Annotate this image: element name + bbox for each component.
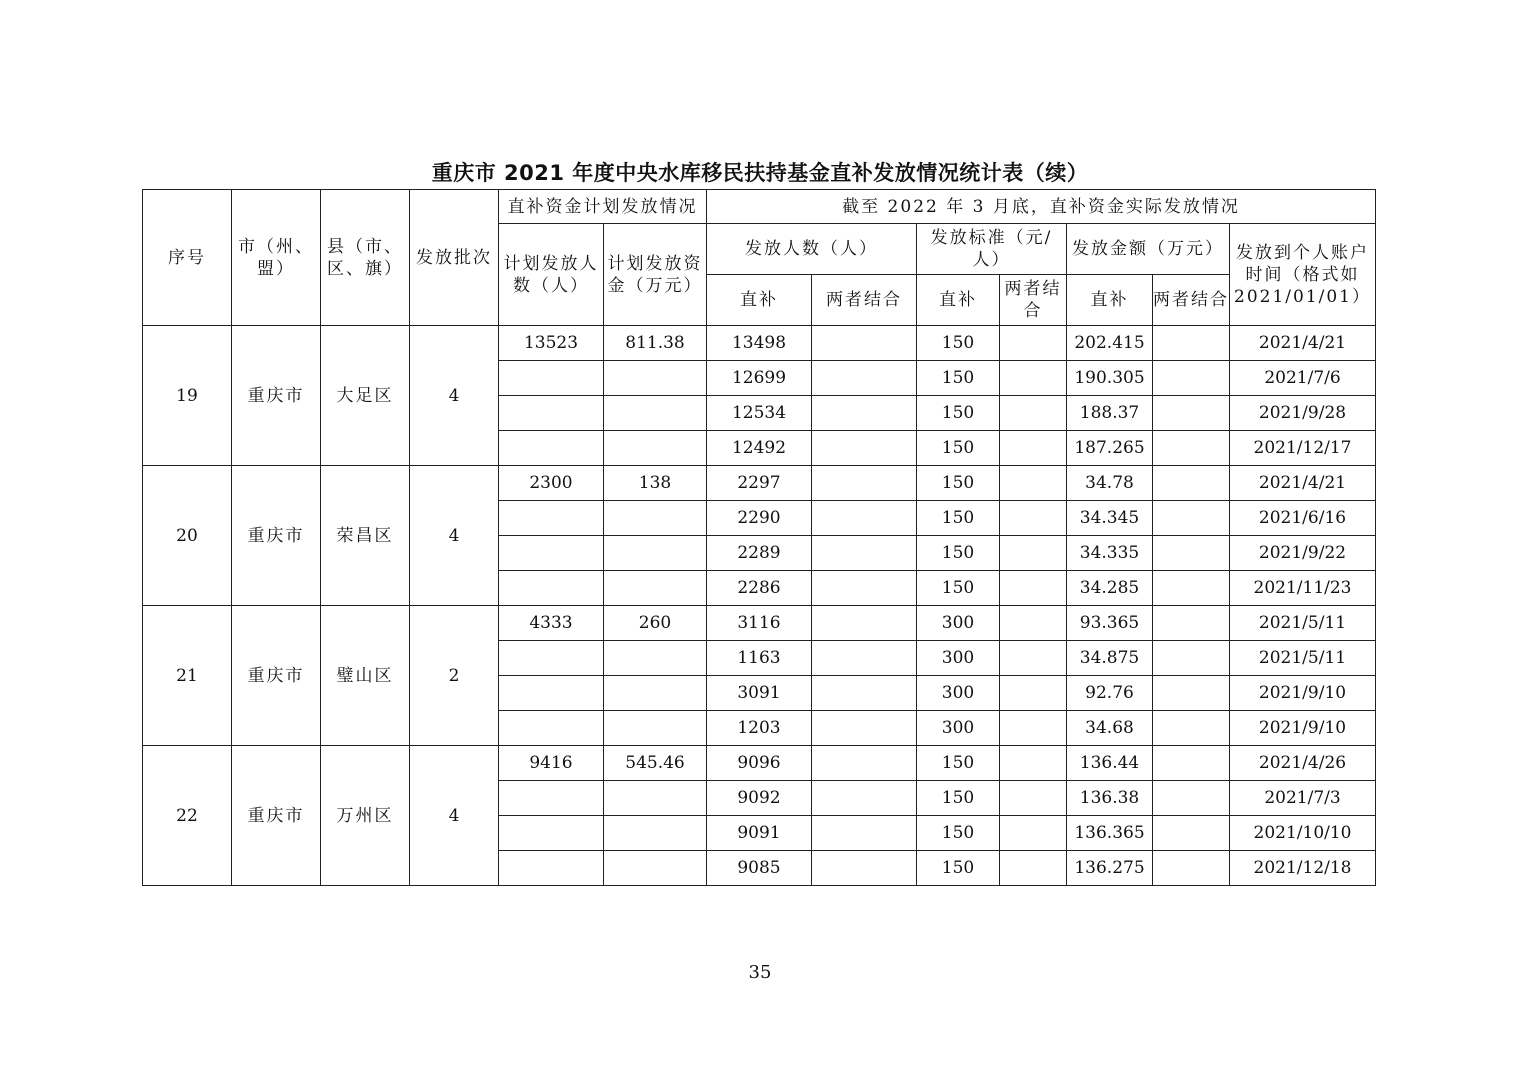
people-direct-cell: 9091 (707, 816, 812, 851)
people-combined-cell (812, 431, 917, 466)
plan-funds-cell: 545.46 (604, 746, 707, 781)
std-direct-cell: 150 (917, 466, 1000, 501)
time-cell: 2021/12/18 (1230, 851, 1376, 886)
std-direct-cell: 150 (917, 326, 1000, 361)
people-direct-cell: 12699 (707, 361, 812, 396)
plan-funds-cell (604, 571, 707, 606)
county-cell: 荣昌区 (321, 466, 410, 606)
batch-cell: 4 (410, 746, 499, 886)
header-people-group: 发放人数（人） (707, 224, 917, 275)
amt-direct-cell: 190.305 (1067, 361, 1153, 396)
plan-funds-cell (604, 781, 707, 816)
std-direct-cell: 150 (917, 536, 1000, 571)
plan-funds-cell (604, 361, 707, 396)
amt-direct-cell: 136.38 (1067, 781, 1153, 816)
header-city: 市（州、盟） (232, 190, 321, 326)
statistics-table (142, 189, 1376, 886)
amt-combined-cell (1153, 711, 1230, 746)
header-plan-people: 计划发放人数（人） (499, 224, 604, 326)
time-cell: 2021/7/6 (1230, 361, 1376, 396)
table-row (143, 326, 1376, 361)
plan-people-cell (499, 851, 604, 886)
time-cell: 2021/10/10 (1230, 816, 1376, 851)
plan-people-cell (499, 396, 604, 431)
amt-direct-cell: 34.345 (1067, 501, 1153, 536)
time-cell: 2021/12/17 (1230, 431, 1376, 466)
batch-cell: 4 (410, 466, 499, 606)
people-direct-cell: 1163 (707, 641, 812, 676)
plan-people-cell (499, 676, 604, 711)
std-combined-cell (1000, 536, 1067, 571)
county-cell: 万州区 (321, 746, 410, 886)
std-combined-cell (1000, 816, 1067, 851)
plan-people-cell (499, 641, 604, 676)
amt-direct-cell: 34.68 (1067, 711, 1153, 746)
std-direct-cell: 150 (917, 816, 1000, 851)
people-combined-cell (812, 571, 917, 606)
header-batch: 发放批次 (410, 190, 499, 326)
time-cell: 2021/9/28 (1230, 396, 1376, 431)
plan-funds-cell: 811.38 (604, 326, 707, 361)
time-cell: 2021/9/10 (1230, 711, 1376, 746)
people-combined-cell (812, 361, 917, 396)
plan-funds-cell (604, 816, 707, 851)
std-direct-cell: 150 (917, 501, 1000, 536)
std-direct-cell: 150 (917, 571, 1000, 606)
people-direct-cell: 2289 (707, 536, 812, 571)
plan-people-cell (499, 361, 604, 396)
time-cell: 2021/7/3 (1230, 781, 1376, 816)
std-direct-cell: 300 (917, 711, 1000, 746)
people-combined-cell (812, 781, 917, 816)
std-combined-cell (1000, 431, 1067, 466)
batch-cell: 2 (410, 606, 499, 746)
amt-combined-cell (1153, 501, 1230, 536)
plan-people-cell (499, 536, 604, 571)
plan-people-cell (499, 501, 604, 536)
people-combined-cell (812, 676, 917, 711)
amt-direct-cell: 34.875 (1067, 641, 1153, 676)
people-combined-cell (812, 851, 917, 886)
people-direct-cell: 9096 (707, 746, 812, 781)
seq-cell: 20 (143, 466, 232, 606)
std-combined-cell (1000, 326, 1067, 361)
people-combined-cell (812, 606, 917, 641)
people-direct-cell: 12492 (707, 431, 812, 466)
people-direct-cell: 1203 (707, 711, 812, 746)
time-cell: 2021/4/26 (1230, 746, 1376, 781)
std-direct-cell: 150 (917, 781, 1000, 816)
plan-funds-cell (604, 536, 707, 571)
amt-combined-cell (1153, 466, 1230, 501)
people-combined-cell (812, 536, 917, 571)
std-direct-cell: 150 (917, 361, 1000, 396)
time-cell: 2021/9/22 (1230, 536, 1376, 571)
table-row (143, 466, 1376, 501)
std-direct-cell: 150 (917, 851, 1000, 886)
people-combined-cell (812, 396, 917, 431)
time-cell: 2021/4/21 (1230, 466, 1376, 501)
header-plan-group: 直补资金计划发放情况 (499, 190, 707, 224)
amt-combined-cell (1153, 571, 1230, 606)
std-combined-cell (1000, 746, 1067, 781)
plan-people-cell (499, 816, 604, 851)
county-cell: 大足区 (321, 326, 410, 466)
amt-direct-cell: 34.285 (1067, 571, 1153, 606)
seq-cell: 19 (143, 326, 232, 466)
plan-funds-cell (604, 851, 707, 886)
table-row (143, 746, 1376, 781)
std-combined-cell (1000, 781, 1067, 816)
table-title: 重庆市 2021 年度中央水库移民扶持基金直补发放情况统计表（续） (431, 161, 1089, 185)
header-std-combined: 两者结合 (1000, 275, 1067, 326)
people-combined-cell (812, 711, 917, 746)
plan-funds-cell (604, 431, 707, 466)
seq-cell: 21 (143, 606, 232, 746)
amt-direct-cell: 34.335 (1067, 536, 1153, 571)
people-combined-cell (812, 501, 917, 536)
std-combined-cell (1000, 466, 1067, 501)
header-actual-group: 截至 2022 年 3 月底，直补资金实际发放情况 (707, 190, 1376, 224)
amt-direct-cell: 136.275 (1067, 851, 1153, 886)
header-people-direct: 直补 (707, 275, 812, 326)
plan-people-cell (499, 711, 604, 746)
header-amt-combined: 两者结合 (1153, 275, 1230, 326)
std-direct-cell: 150 (917, 396, 1000, 431)
amt-combined-cell (1153, 326, 1230, 361)
time-cell: 2021/5/11 (1230, 641, 1376, 676)
county-cell: 璧山区 (321, 606, 410, 746)
plan-people-cell (499, 571, 604, 606)
std-combined-cell (1000, 641, 1067, 676)
plan-people-cell: 9416 (499, 746, 604, 781)
amt-combined-cell (1153, 536, 1230, 571)
std-combined-cell (1000, 501, 1067, 536)
header-time-group: 发放到个人账户时间（格式如2021/01/01） (1230, 224, 1376, 326)
people-direct-cell: 2297 (707, 466, 812, 501)
amt-combined-cell (1153, 816, 1230, 851)
plan-people-cell (499, 431, 604, 466)
table-row (143, 606, 1376, 641)
people-combined-cell (812, 816, 917, 851)
amt-direct-cell: 202.415 (1067, 326, 1153, 361)
plan-funds-cell (604, 501, 707, 536)
people-direct-cell: 2286 (707, 571, 812, 606)
std-direct-cell: 150 (917, 746, 1000, 781)
people-combined-cell (812, 326, 917, 361)
amt-direct-cell: 34.78 (1067, 466, 1153, 501)
header-amount-group: 发放金额（万元） (1067, 224, 1230, 275)
amt-combined-cell (1153, 606, 1230, 641)
header-amt-direct: 直补 (1067, 275, 1153, 326)
header-row-1 (143, 190, 1376, 224)
amt-combined-cell (1153, 746, 1230, 781)
city-cell: 重庆市 (232, 746, 321, 886)
people-direct-cell: 2290 (707, 501, 812, 536)
std-combined-cell (1000, 571, 1067, 606)
amt-combined-cell (1153, 781, 1230, 816)
std-combined-cell (1000, 676, 1067, 711)
time-cell: 2021/11/23 (1230, 571, 1376, 606)
amt-combined-cell (1153, 676, 1230, 711)
header-county: 县（市、区、旗） (321, 190, 410, 326)
people-direct-cell: 13498 (707, 326, 812, 361)
batch-cell: 4 (410, 326, 499, 466)
std-direct-cell: 150 (917, 431, 1000, 466)
people-combined-cell (812, 746, 917, 781)
people-combined-cell (812, 466, 917, 501)
std-direct-cell: 300 (917, 606, 1000, 641)
plan-funds-cell: 260 (604, 606, 707, 641)
amt-direct-cell: 136.44 (1067, 746, 1153, 781)
people-combined-cell (812, 641, 917, 676)
plan-people-cell: 13523 (499, 326, 604, 361)
plan-people-cell: 2300 (499, 466, 604, 501)
plan-funds-cell (604, 396, 707, 431)
amt-combined-cell (1153, 396, 1230, 431)
amt-combined-cell (1153, 641, 1230, 676)
plan-funds-cell (604, 676, 707, 711)
header-std-direct: 直补 (917, 275, 1000, 326)
header-standard-group: 发放标准（元/人） (917, 224, 1067, 275)
city-cell: 重庆市 (232, 466, 321, 606)
time-cell: 2021/9/10 (1230, 676, 1376, 711)
amt-combined-cell (1153, 431, 1230, 466)
city-cell: 重庆市 (232, 606, 321, 746)
header-plan-funds: 计划发放资金（万元） (604, 224, 707, 326)
people-direct-cell: 9085 (707, 851, 812, 886)
people-direct-cell: 3116 (707, 606, 812, 641)
amt-direct-cell: 188.37 (1067, 396, 1153, 431)
plan-funds-cell (604, 641, 707, 676)
people-direct-cell: 12534 (707, 396, 812, 431)
std-combined-cell (1000, 711, 1067, 746)
amt-direct-cell: 93.365 (1067, 606, 1153, 641)
time-cell: 2021/4/21 (1230, 326, 1376, 361)
amt-direct-cell: 92.76 (1067, 676, 1153, 711)
plan-people-cell (499, 781, 604, 816)
time-cell: 2021/5/11 (1230, 606, 1376, 641)
std-direct-cell: 300 (917, 641, 1000, 676)
time-cell: 2021/6/16 (1230, 501, 1376, 536)
std-combined-cell (1000, 851, 1067, 886)
std-combined-cell (1000, 361, 1067, 396)
people-direct-cell: 3091 (707, 676, 812, 711)
std-combined-cell (1000, 396, 1067, 431)
std-combined-cell (1000, 606, 1067, 641)
std-direct-cell: 300 (917, 676, 1000, 711)
plan-funds-cell (604, 711, 707, 746)
seq-cell: 22 (143, 746, 232, 886)
plan-people-cell: 4333 (499, 606, 604, 641)
city-cell: 重庆市 (232, 326, 321, 466)
amt-combined-cell (1153, 851, 1230, 886)
plan-funds-cell: 138 (604, 466, 707, 501)
people-direct-cell: 9092 (707, 781, 812, 816)
amt-direct-cell: 187.265 (1067, 431, 1153, 466)
amt-direct-cell: 136.365 (1067, 816, 1153, 851)
amt-combined-cell (1153, 361, 1230, 396)
page-number: 35 (748, 962, 772, 983)
header-seq: 序号 (143, 190, 232, 326)
header-people-combined: 两者结合 (812, 275, 917, 326)
